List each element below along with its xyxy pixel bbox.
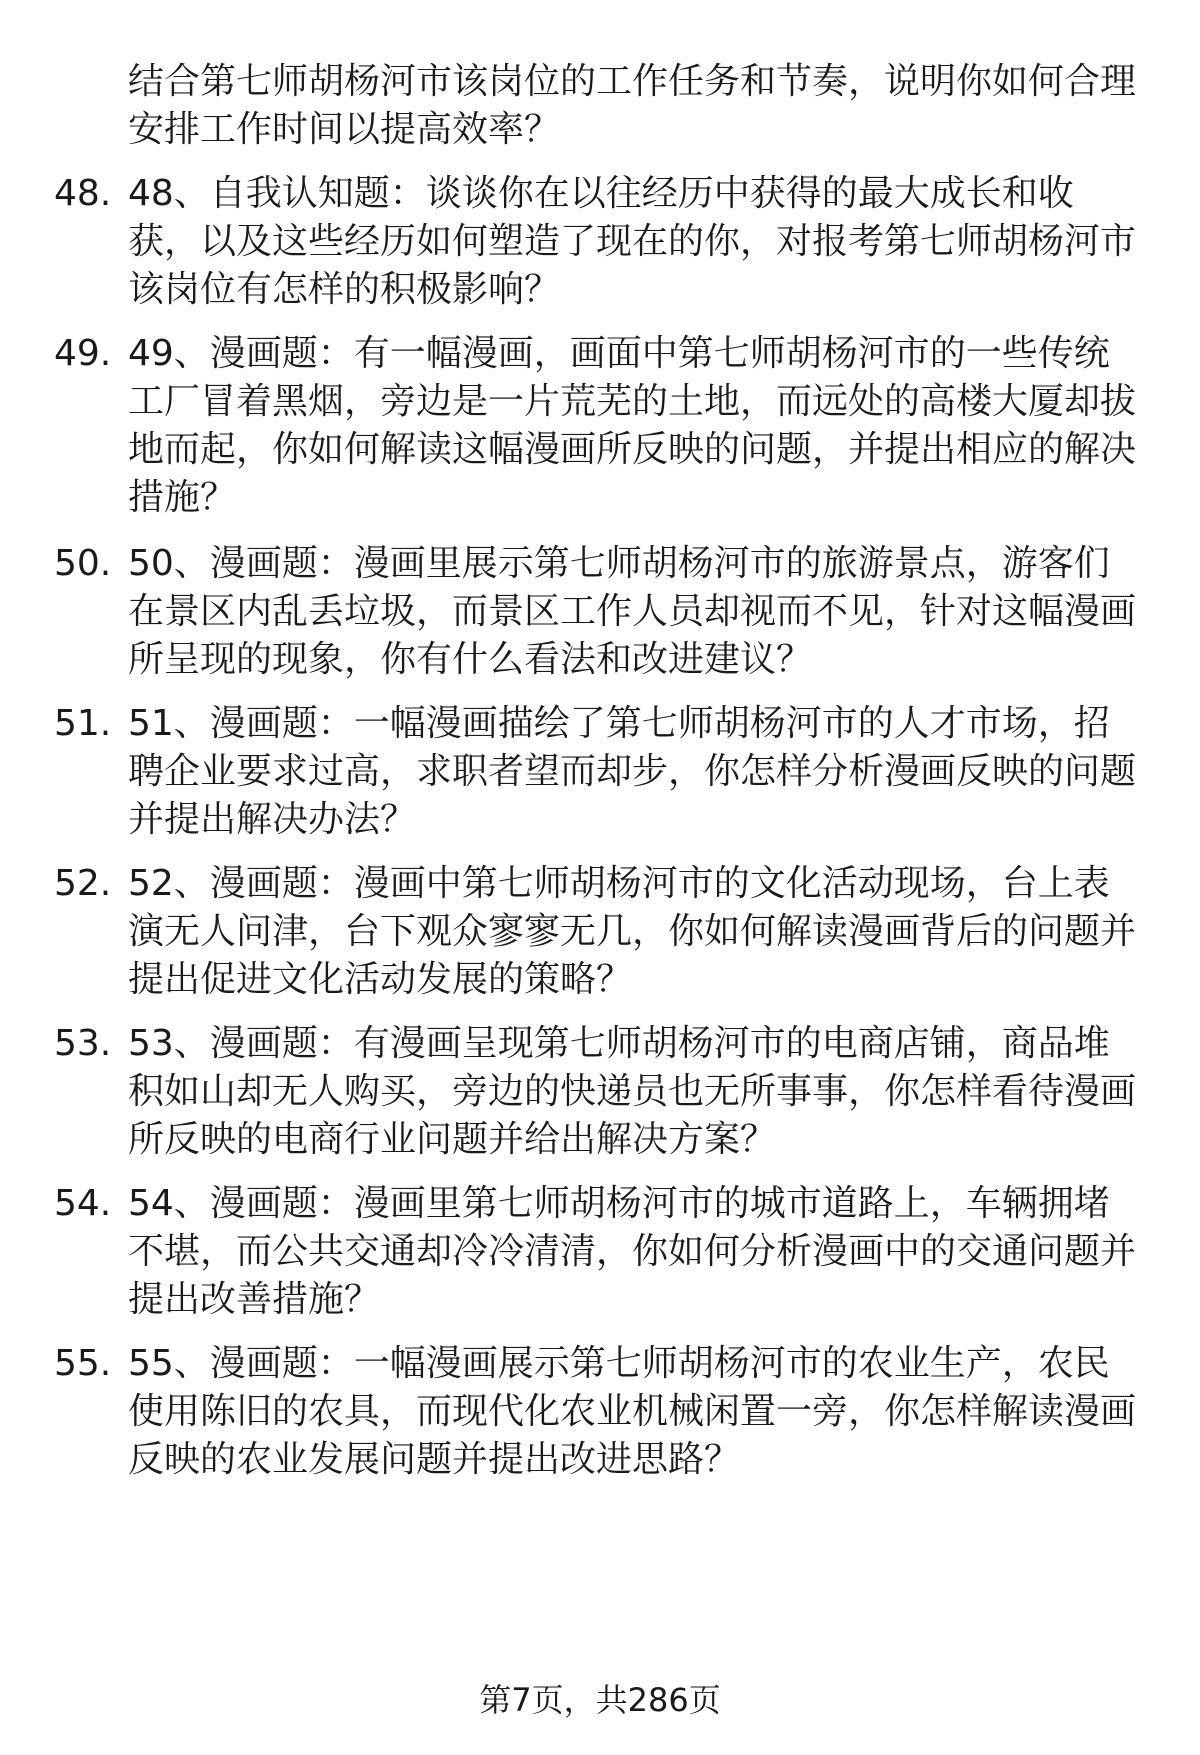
question-text: 53、漫画题：有漫画呈现第七师胡杨河市的电商店铺，商品堆积如山却无人购买，旁边的快递员也无所事事，你怎样看待漫画所反映的电商行业问题并给出解决方案？ bbox=[128, 1023, 1137, 1160]
page-footer: 第7页，共286页 bbox=[479, 1681, 721, 1719]
question-text: 54、漫画题：漫画里第七师胡杨河市的城市道路上，车辆拥堵不堪，而公共交通却冷冷清清，你如何分析漫画中的交通问题并提出改善措施？ bbox=[128, 1183, 1137, 1320]
question-text: 52、漫画题：漫画中第七师胡杨河市的文化活动现场，台上表演无人问津，台下观众寥寥无几，你如何解读漫画背后的问题并提出促进文化活动发展的策略？ bbox=[128, 863, 1137, 1000]
question-text: 55、漫画题：一幅漫画展示第七师胡杨河市的农业生产，农民使用陈旧的农具，而现代化农业机械闲置一旁，你怎样解读漫画反映的农业发展问题并提出改进思路？ bbox=[128, 1343, 1137, 1480]
question-number: 50. bbox=[54, 543, 112, 584]
question-text: 49、漫画题：有一幅漫画，画面中第七师胡杨河市的一些传统工厂冒着黑烟，旁边是一片荒芜的土地，而远处的高楼大厦却拔地而起，你如何解读这幅漫画所反映的问题，并提出相应的解决措施？ bbox=[128, 333, 1137, 518]
question-text: 51、漫画题：一幅漫画描绘了第七师胡杨河市的人才市场，招聘企业要求过高，求职者望而却步，你怎样分析漫画反映的问题并提出解决办法？ bbox=[128, 703, 1137, 840]
question-number: 49. bbox=[54, 333, 112, 374]
question-text: 48、自我认知题：谈谈你在以往经历中获得的最大成长和收获，以及这些经历如何塑造了现在的你，对报考第七师胡杨河市该岗位有怎样的积极影响？ bbox=[128, 173, 1137, 310]
question-number: 54. bbox=[54, 1183, 112, 1224]
question-number: 48. bbox=[54, 173, 112, 214]
question-number: 53. bbox=[54, 1023, 112, 1064]
question-47-continuation: 结合第七师胡杨河市该岗位的工作任务和节奏，说明你如何合理安排工作时间以提高效率？ bbox=[128, 61, 1137, 150]
question-number: 55. bbox=[54, 1343, 112, 1384]
question-text: 50、漫画题：漫画里展示第七师胡杨河市的旅游景点，游客们在景区内乱丢垃圾，而景区工作人员却视而不见，针对这幅漫画所呈现的现象，你有什么看法和改进建议？ bbox=[128, 543, 1137, 680]
question-number: 52. bbox=[54, 863, 112, 904]
question-number: 51. bbox=[54, 703, 112, 744]
